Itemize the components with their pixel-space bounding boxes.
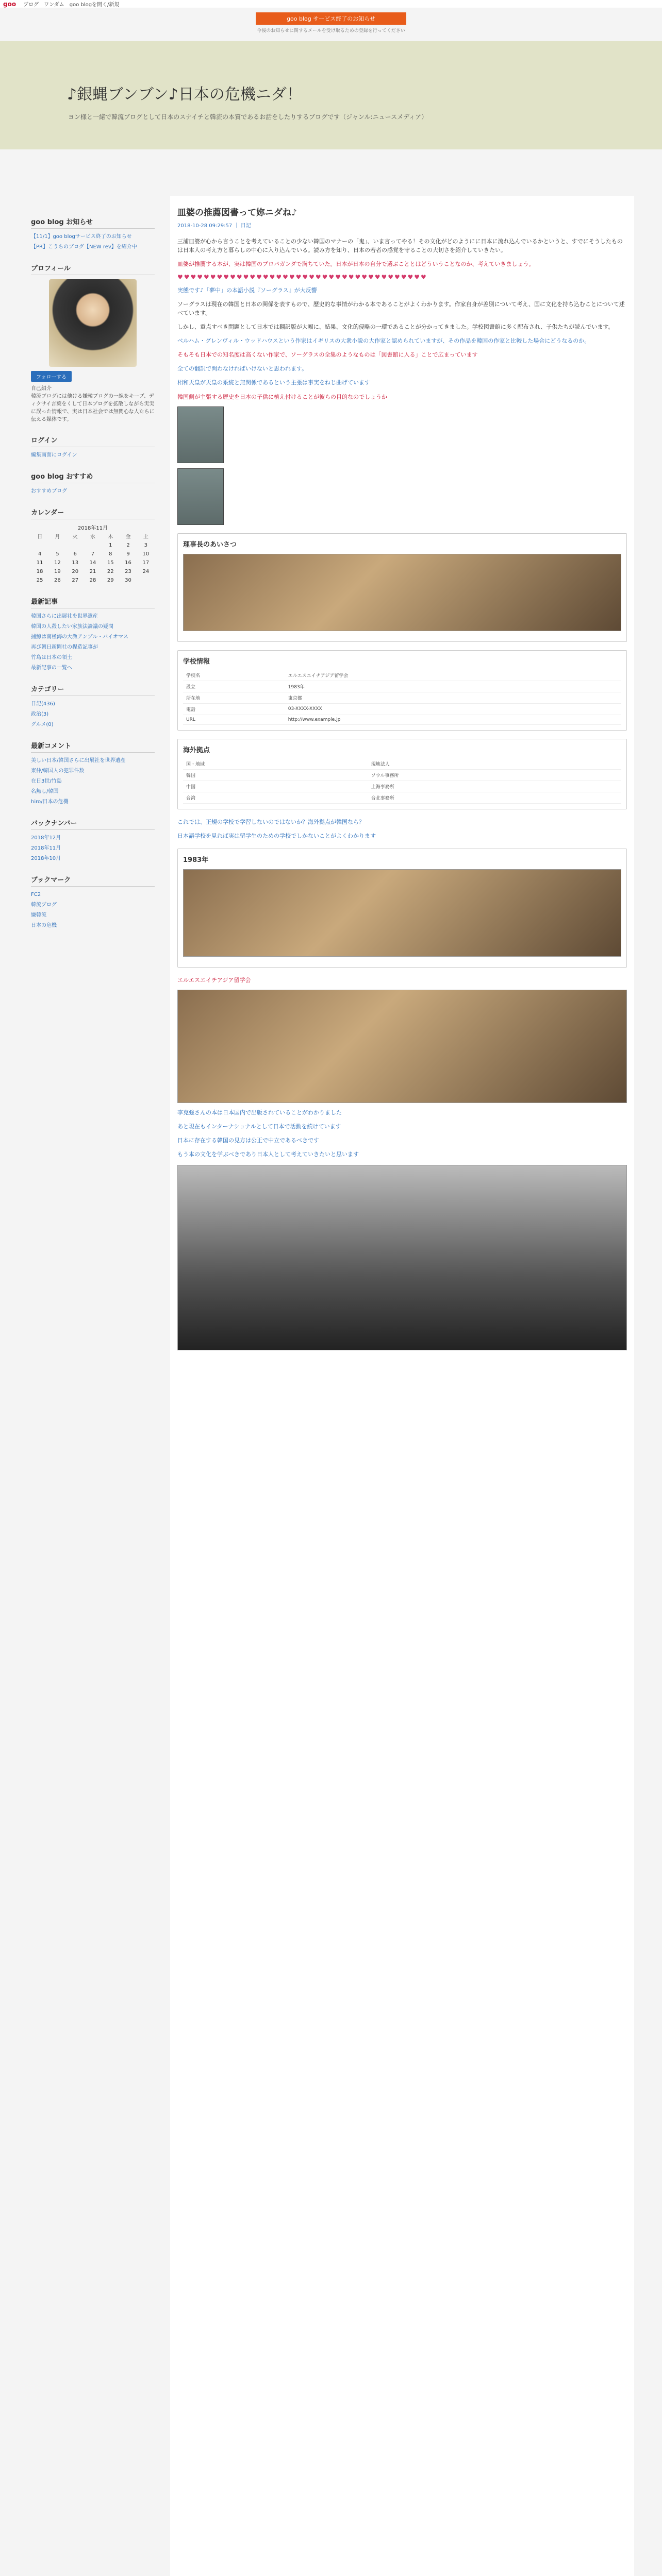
calendar-table [31,531,155,585]
calendar-day[interactable]: 22 [107,569,114,574]
recommend-section [31,471,155,496]
section-title: カテゴリー [31,684,155,696]
table-cell: 中国 [183,781,368,792]
calendar-day[interactable]: 5 [56,551,59,557]
table-row [183,715,621,724]
sidebar [31,216,155,941]
goo-logo[interactable]: goo [3,0,16,8]
calendar-weekday: 日 [37,534,43,540]
calendar-section [31,507,155,585]
blog-description: ヨン様と一緒で韓流ブログとして日本のスナイチと韓流の本質であるお話をしたりするブログです（ジャンル:ニュースメディア） [68,113,428,121]
profile-avatar [49,279,137,367]
post-paragraph-red: 皿婆が推薦する本が、実は韓国のプロパガンダで満ちていた。日本が日本の自分で選ぶこととはどういうことなのか、考えていきましょう。 [177,261,535,268]
post-paragraph: しかし、重点すべき問題として日本では翻訳版が大幅に、結果、文化的侵略の一環であることが分かってきました。学校図書館に多く配布され、子供たちが読んでいます。 [177,324,614,331]
post-paragraph-blue: 相和天皇が天皇の系統と無関係であるという主張は事実をねじ曲げています [177,379,370,386]
table-cell: 現地法人 [368,758,621,770]
calendar-day[interactable]: 18 [36,569,43,574]
school-photo [177,990,627,1103]
overseas-card [177,739,627,809]
post-paragraph-red: そもそも日本での知名度は高くない作家で、ソーグラスの全集のようなものは「図書館に入る」ことで広まっています [177,351,478,359]
post-subheading: 実態です♪「夢中」の本語小説『ソーグラス』が大反響 [177,287,317,294]
book-cover-image [177,406,224,463]
calendar-day[interactable]: 11 [36,560,43,566]
calendar-day[interactable]: 24 [142,569,150,574]
category-link[interactable]: グルメ(0) [31,722,54,727]
calendar-day[interactable]: 13 [72,560,79,566]
calendar-day[interactable]: 29 [107,578,114,583]
bookmark-link[interactable]: 嫌韓流 [31,912,46,918]
comments-section [31,740,155,806]
blog-header [0,41,662,149]
recent-post-link[interactable]: 韓国の人殺したい家族法論議の疑問 [31,624,113,630]
table-cell: 韓国 [183,769,368,781]
section-title: バックナンバー [31,818,155,830]
login-section [31,435,155,460]
recent-post-link[interactable]: 竹島は日本の領土 [31,655,72,660]
post-title[interactable]: 皿婆の推薦図書って妳ニダね♪ [177,208,297,218]
recent-post-link[interactable]: 捕鯨は南極海の大漁アンブル・バイオマス [31,634,128,640]
table-cell: 東京都 [285,692,621,703]
calendar-weekday: 金 [125,534,131,540]
bookmark-link[interactable]: 韓流ブログ [31,902,57,908]
post-paragraph-blue: ベルハム・グレンヴィル・ウッドハウスという作家はイギリスの大衆小説の大作家と認められていますが、その作品を韓国の作家と比較した場合にどうなるのか。 [177,337,590,345]
table-row [183,703,621,715]
book-cover-image [177,468,224,525]
calendar-day[interactable]: 4 [38,551,42,557]
history-photo [183,869,621,957]
overseas-table [183,758,621,804]
post-content [170,196,634,2576]
table-cell: エルエスエイチアジア留学会 [285,670,621,681]
book-excerpt [177,468,627,525]
post-paragraph-blue: もう本の文化を学ぶべきであり日本人として考えていきたいと思います [177,1150,359,1158]
calendar-day[interactable]: 26 [54,578,61,583]
backnumber-link[interactable]: 2018年12月 [31,835,61,841]
post-paragraph-red: エルエスエイチアジア留学会 [177,976,251,984]
calendar-day[interactable]: 14 [89,560,96,566]
post-date[interactable]: 2018-10-28 09:29:57 ｜ 日記 [177,223,251,229]
card-title: 海外拠点 [183,746,210,754]
post-paragraph-blue: 全ての翻訳で問わなければいけないと思われます。 [177,365,308,372]
table-row [183,769,621,781]
section-title: カレンダー [31,507,155,519]
calendar-day[interactable]: 21 [89,569,96,574]
calendar-day[interactable]: 7 [91,551,95,557]
calendar-day[interactable]: 2 [126,543,130,548]
calendar-day[interactable]: 3 [144,543,148,548]
school-info-card [177,650,627,731]
table-row [183,792,621,803]
profile-label: 自己紹介 [31,386,52,392]
calendar-day[interactable]: 6 [73,551,77,557]
category-link[interactable]: 日記(436) [31,701,55,707]
calendar-day[interactable]: 8 [109,551,112,557]
calendar-day[interactable]: 28 [89,578,96,583]
notice-item[interactable]: 【11/1】goo blogサービス終了のお知らせ [31,234,132,240]
table-cell: 電話 [183,703,285,715]
top-nav-item[interactable]: ワンダム [44,2,64,8]
office-photo [183,554,621,631]
announcement-subtext: 今後のお知らせに関するメールを受け取るための登録を行ってください [257,28,405,33]
calendar-day[interactable]: 17 [142,560,150,566]
backnumber-section [31,818,155,863]
table-cell: 学校名 [183,670,285,681]
login-link[interactable]: 編集画面にログイン [31,452,77,458]
history-card [177,849,627,968]
calendar-day[interactable]: 16 [125,560,131,566]
top-bar [0,0,662,8]
calendar-day[interactable]: 9 [126,551,130,557]
post-paragraph-blue: これでは、正規の学校で学習しないのではないか？海外拠点が韓国なら？ [177,818,365,825]
section-title: goo blog お知らせ [31,216,155,229]
backnumber-link[interactable]: 2018年11月 [31,845,61,851]
calendar-day[interactable]: 20 [72,569,79,574]
comment-link[interactable]: 美しい日本/韓国さらに出展社を世界遺産 [31,758,126,764]
heart-divider: ♥♥♥♥♥♥♥♥♥♥♥♥♥♥♥♥♥♥♥♥♥♥♥♥♥♥♥♥♥♥♥♥♥♥♥♥♥♥ [177,274,427,281]
bookmark-link[interactable]: 日本の危機 [31,923,57,928]
category-link[interactable]: 政治(3) [31,711,49,717]
table-cell: 設立 [183,681,285,692]
top-nav [23,0,119,8]
calendar-weekday: 木 [108,534,113,540]
calendar-day[interactable]: 12 [54,560,61,566]
calendar-day[interactable]: 23 [125,569,131,574]
table-row [183,758,621,770]
calendar-weekday: 土 [143,534,148,540]
portrait-photo [177,1165,627,1350]
table-cell: 国・地域 [183,758,368,770]
notice-item[interactable]: 【PR】こうちのブログ【NEW rev】を紹介中 [31,244,137,250]
calendar-day[interactable] [137,576,155,585]
top-nav-item[interactable]: ブログ [23,2,39,8]
section-title: プロフィール [31,263,155,275]
post-paragraph-blue: 李克強さんの本は日本国内で出版されていることがわかりました [177,1109,342,1116]
calendar-day[interactable]: 19 [54,569,61,574]
card-title: 理事長のあいさつ [183,540,237,549]
calendar-day[interactable]: 10 [142,551,150,557]
table-row [183,692,621,703]
calendar-weekday: 水 [90,534,95,540]
card-title: 1983年 [183,856,209,864]
table-cell: 台湾 [183,792,368,803]
table-cell: 台北事務所 [368,792,621,803]
recent-section [31,596,155,672]
table-row [183,781,621,792]
section-title: goo blog おすすめ [31,471,155,483]
section-title: ログイン [31,435,155,447]
calendar-day[interactable]: 27 [72,578,79,583]
comment-link[interactable]: 名無し/韓国 [31,789,59,794]
recent-post-link[interactable]: 再び朝日新聞社の捏造記事が [31,645,98,650]
book-excerpt [177,406,627,463]
calendar-weekday: 火 [72,534,78,540]
calendar-month: 2018年11月 [77,526,108,531]
follow-button[interactable]: フォローする [31,371,72,382]
post-paragraph: 三浦皿婆が心から言うことを考えていることの少ない韓国のマナーの「鬼」、いま言ってやる！その文化がどのようにに日本に流れ込んでいるかというと、すでにそうしたものは日本人の考え方と暮らしの中心に入り込んでいる。読み方を知り、日本の若者の感覚を守ることの大切さを紹介していきたい。 [177,238,623,254]
post-paragraph-red: 韓国側が主張する歴史を日本の子供に植え付けることが彼らの目的なのでしょうか [177,393,387,400]
recent-more-link[interactable]: 最新記事の一覧へ [31,665,72,671]
top-nav-item[interactable]: goo blogを開く/新規 [69,2,120,8]
table-cell: http://www.example.jp [285,715,621,724]
table-row [183,681,621,692]
table-cell: 1983年 [285,681,621,692]
notice-section [31,216,155,251]
post-paragraph-blue: あと現在もインターナショナルとして日本で活動を続けています [177,1123,341,1130]
category-section [31,684,155,729]
comment-link[interactable]: hiro/日本の危機 [31,799,69,805]
announcement [0,12,662,33]
director-message-card [177,533,627,642]
table-cell: 所在地 [183,692,285,703]
section-title: 最新コメント [31,740,155,753]
calendar-weekday: 月 [55,534,60,540]
profile-section [31,263,155,423]
section-title: ブックマーク [31,874,155,887]
school-info-table [183,670,621,725]
recent-post-link[interactable]: 韓国さらに出展社を世界遺産 [31,614,98,619]
calendar-day[interactable]: 25 [36,578,43,583]
profile-text: 韓流ブログには他ける嫌韓ブログの一線をキープ、ディクサイ言葉をくして日本ブログを拡散しながら実実に誤った情報で、実は日本社会では無関心な人たちに伝える媒体です。 [31,394,155,422]
blog-title[interactable]: ♪銀蝿ブンブン♪日本の危機ニダ！ [67,86,302,104]
comment-link[interactable]: 在日3世/竹島 [31,778,62,784]
table-cell: URL [183,715,285,724]
section-title: 最新記事 [31,596,155,608]
calendar-day[interactable]: 30 [125,578,131,583]
calendar-day[interactable]: 1 [109,543,112,548]
bookmark-section [31,874,155,930]
backnumber-link[interactable]: 2018年10月 [31,856,61,861]
post-paragraph-blue: 日本に存在する韓国の見方は公正で中立であるべきです [177,1137,319,1144]
table-row [183,670,621,681]
comment-link[interactable]: 東仲/韓国人の犯罪件数 [31,768,85,774]
table-cell: 03-XXXX-XXXX [285,703,621,715]
announcement-banner[interactable]: goo blog サービス終了のお知らせ [256,12,406,25]
calendar-day[interactable] [48,541,66,550]
calendar-day[interactable] [84,541,102,550]
calendar-day[interactable] [31,541,48,550]
calendar-day[interactable]: 15 [107,560,114,566]
table-cell: 上海事務所 [368,781,621,792]
post-paragraph-blue: 日本語学校を見れば実は留学生のための学校でしかないことがよくわかります [177,832,376,839]
bookmark-link[interactable]: FC2 [31,892,41,897]
table-cell: ソウル事務所 [368,769,621,781]
recommend-link[interactable]: おすすめブログ [31,488,68,494]
card-title: 学校情報 [183,657,210,666]
post-paragraph: ソーグラスは現在の韓国と日本の関係を表すもので、歴史的な事情がわかる本であることがよくわかります。作家自身が差別について考え、国に文化を持ち込むことについて述べています。 [177,301,625,317]
calendar-day[interactable] [67,541,84,550]
